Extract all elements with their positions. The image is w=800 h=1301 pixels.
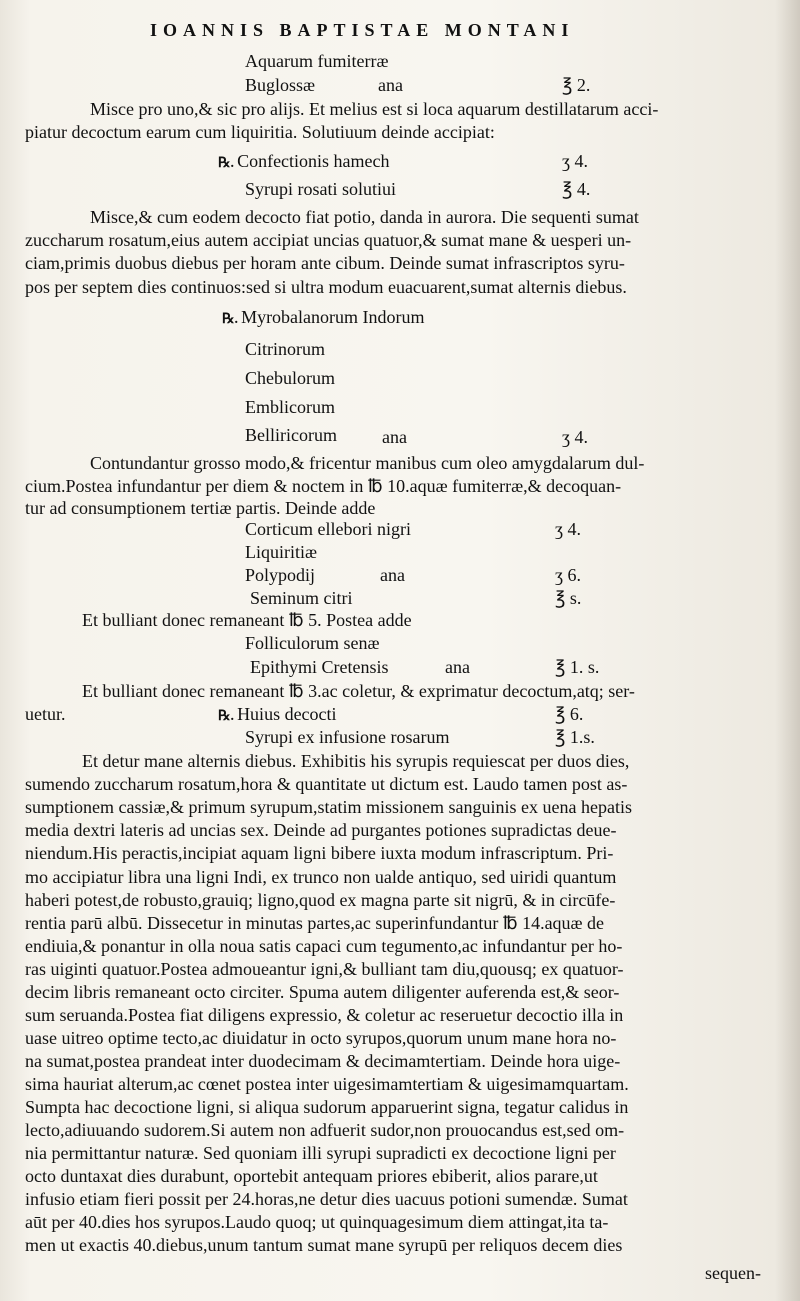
quantity: ʒ 4. xyxy=(562,151,588,171)
text-line: lecto,adiuuando sudorem.Si autem non adfuerit sudor,non prouocandus est,sed om- xyxy=(25,1120,625,1140)
recipe-symbol: ℞. xyxy=(218,709,235,724)
text-line: ras uiginti quatuor.Postea admoueantur igni,& bulliant tam diu,quousq; ex quatuor- xyxy=(25,959,624,979)
text-line: niendum.His peractis,incipiat aquam ligni bibere iuxta modum infrascriptum. Pri- xyxy=(25,843,614,863)
text-line: Polypodij xyxy=(245,565,316,585)
text-line: nia permittantur naturæ. Sed quoniam illi syrupi supradicti ex decoctione ligni per xyxy=(25,1143,616,1163)
quantity: ʒ 4. xyxy=(562,427,588,447)
text-line: uase uitreo optime tecto,ac diuidatur in octo syrupos,quorum unum mane hora no- xyxy=(25,1028,617,1048)
text-line: Epithymi Cretensis xyxy=(250,657,389,677)
quantity: ℥ 4. xyxy=(562,179,591,199)
page-gutter-shadow xyxy=(775,0,800,1301)
recipe-line xyxy=(222,306,425,331)
quantity: ℥ s. xyxy=(555,588,582,608)
text-line: uetur. xyxy=(25,704,66,724)
text-line: aūt per 40.dies hos syrupos.Laudo quoq; ut quinquagesimum diem attingat,ita ta- xyxy=(25,1212,609,1232)
catchword: sequen- xyxy=(705,1263,761,1283)
ingredient: Confectionis hamech xyxy=(237,151,390,171)
text-line: Et detur mane alternis diebus. Exhibitis his syrupis requiescat per duos dies, xyxy=(82,751,630,771)
text-line: Emblicorum xyxy=(245,397,335,417)
text-line: endiuia,& ponantur in olla noua satis capaci cum tegumento,ac infundantur per ho- xyxy=(25,936,623,956)
quantity: ʒ 6. xyxy=(555,565,581,585)
quantity: ℥ 2. xyxy=(562,75,591,95)
quantity: ℥ 6. xyxy=(555,704,584,724)
quantity: ℥ 1. s. xyxy=(555,657,600,677)
text-line: Sumpta hac decoctione ligni, si aliqua sudorum apparuerint signa, tegatur calidus in xyxy=(25,1097,629,1117)
text-line: Misce pro uno,& sic pro alijs. Et melius est si loca aquarum destillatarum acci- xyxy=(90,99,659,119)
ana-label: ana xyxy=(378,75,403,95)
text-line: sima hauriat alterum,ac cœnet postea inter uigesimamtertiam & uigesimamquartam. xyxy=(25,1074,629,1094)
text-line: media dextri lateris ad uncias sex. Deinde ad purgantes potiones supradictas deue- xyxy=(25,820,617,840)
text-line: zuccharum rosatum,eius autem accipiat uncias quatuor,& sumat mane & uesperi un- xyxy=(25,230,632,250)
text-line: decim libris remaneant octo circiter. Spuma autem diligenter auferenda est,& seor- xyxy=(25,982,620,1002)
text-line: pos per septem dies continuos:sed si ultra modum euacuarent,sumat alternis diebus. xyxy=(25,277,627,297)
recipe-line xyxy=(218,703,337,728)
text-line: Seminum citri xyxy=(250,588,353,608)
text-line: cium.Postea infundantur per diem & noctem in ℔ 10.aquæ fumiterræ,& decoquan- xyxy=(25,476,622,496)
text-line: rentia parū albū. Dissecetur in minutas partes,ac superinfundantur ℔ 14.aquæ de xyxy=(25,913,605,933)
text-line: men ut exactis 40.diebus,unum tantum sumat mane syrupū per reliquos decem dies xyxy=(25,1235,623,1255)
ingredient: Myrobalanorum Indorum xyxy=(241,307,425,327)
text-line: sumptionem cassiæ,& primum syrupum,statim missionem sanguinis ex uena hepatis xyxy=(25,797,632,817)
text-line: Et bulliant donec remaneant ℔ 5. Postea adde xyxy=(82,610,412,630)
text-line: octo duntaxat dies durabunt, oportebit antequam priores ebiberit, alios parare,ut xyxy=(25,1166,598,1186)
text-line: sum seruanda.Postea fiat diligens expressio, & coletur ac reseruetur decoctio illa in xyxy=(25,1005,624,1025)
recipe-symbol: ℞. xyxy=(218,156,235,171)
quantity: ʒ 4. xyxy=(555,519,581,539)
ana-label: ana xyxy=(382,427,407,447)
text-line: Misce,& cum eodem decocto fiat potio, danda in aurora. Die sequenti sumat xyxy=(90,207,639,227)
text-line: Folliculorum senæ xyxy=(245,633,380,653)
ana-label: ana xyxy=(380,565,405,585)
text-line: infusio etiam fieri possit per 24.horas,ne detur dies uacuus potioni sumendæ. Sumat xyxy=(25,1189,628,1209)
text-line: Syrupi rosati solutiui xyxy=(245,179,397,199)
text-line: ciam,primis duobus diebus per horam ante cibum. Deinde sumat infrascriptos syru- xyxy=(25,253,625,273)
text-line: Corticum ellebori nigri xyxy=(245,519,411,539)
text-line: Belliricorum xyxy=(245,425,337,445)
recipe-symbol: ℞. xyxy=(222,312,239,327)
text-line: Aquarum fumiterræ xyxy=(245,51,389,71)
running-header: IOANNIS BAPTISTAE MONTANI xyxy=(150,20,575,40)
ana-label: ana xyxy=(445,657,470,677)
text-line: mo accipiatur libra una ligni Indi, ex trunco non ualde antiquo, sed uiridi quantum xyxy=(25,867,617,887)
text-line: na sumat,postea prandeat inter duodecimam & decimamtertiam. Deinde hora uige- xyxy=(25,1051,621,1071)
text-line: Syrupi ex infusione rosarum xyxy=(245,727,450,747)
quantity: ℥ 1.s. xyxy=(555,727,595,747)
text-line: haberi potest,de robusto,grauiq; ligno,quod ex magna parte sit nigrū, & in circūfe- xyxy=(25,890,616,910)
text-line: Contundantur grosso modo,& fricentur manibus cum oleo amygdalarum dul- xyxy=(90,453,645,473)
text-line: sumendo zuccharum rosatum,hora & quantitate ut dictum est. Laudo tamen post as- xyxy=(25,774,628,794)
text-line: Chebulorum xyxy=(245,368,335,388)
recipe-line xyxy=(218,150,390,175)
text-line: tur ad consumptionem tertiæ partis. Deinde adde xyxy=(25,498,376,518)
text-line: Buglossæ xyxy=(245,75,316,95)
ingredient: Huius decocti xyxy=(237,704,337,724)
text-line: piatur decoctum earum cum liquiritia. Solutiuum deinde accipiat: xyxy=(25,122,495,142)
text-line: Citrinorum xyxy=(245,339,325,359)
text-line: Et bulliant donec remaneant ℔ 3.ac coletur, & exprimatur decoctum,atq; ser- xyxy=(82,681,635,701)
text-line: Liquiritiæ xyxy=(245,542,317,562)
